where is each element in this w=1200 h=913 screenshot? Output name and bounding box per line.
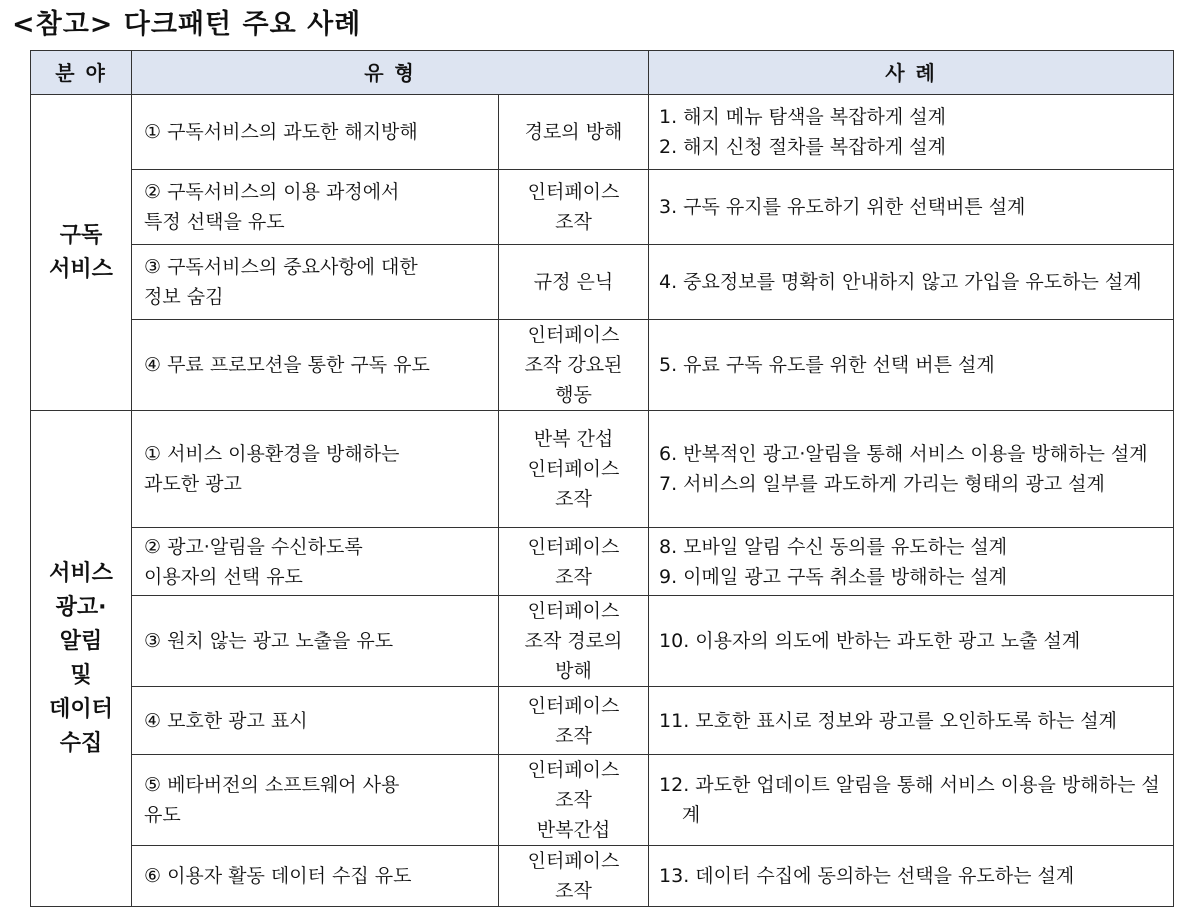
header-type: 유 형 xyxy=(132,51,649,95)
category-cell: 구독 서비스 xyxy=(31,95,132,411)
table-row xyxy=(31,95,1174,170)
example-item: 11. 모호한 표시로 정보와 광고를 오인하도록 하는 설계 xyxy=(659,709,1117,732)
kind-cell: 인터페이스 조작 xyxy=(499,170,649,245)
type-cell: ⑤ 베타버전의 소프트웨어 사용 유도 xyxy=(132,755,499,846)
example-item: 12. 과도한 업데이트 알림을 통해 서비스 이용을 방해하는 설계 xyxy=(659,774,1160,826)
example-item: 6. 반복적인 광고·알림을 통해 서비스 이용을 방해하는 설계 xyxy=(659,443,1148,465)
table-row xyxy=(31,596,1174,687)
example-cell xyxy=(649,596,1174,687)
header-field: 분 야 xyxy=(31,51,132,95)
example-item: 3. 구독 유지를 유도하기 위한 선택버튼 설계 xyxy=(659,196,1026,218)
table-header-row xyxy=(31,51,1174,95)
example-item: 10. 이용자의 의도에 반하는 과도한 광고 노출 설계 xyxy=(659,630,1081,652)
type-cell: ⑥ 이용자 활동 데이터 수집 유도 xyxy=(132,846,499,907)
type-cell: ③ 원치 않는 광고 노출을 유도 xyxy=(132,596,499,687)
example-item: 7. 서비스의 일부를 과도하게 가리는 형태의 광고 설계 xyxy=(659,473,1105,495)
example-cell xyxy=(649,687,1174,755)
example-item: 4. 중요정보를 명확히 안내하지 않고 가입을 유도하는 설계 xyxy=(659,271,1142,293)
header-example: 사 례 xyxy=(649,51,1174,95)
kind-cell: 인터페이스 조작 경로의 방해 xyxy=(499,596,649,687)
kind-cell: 규정 은닉 xyxy=(499,245,649,320)
example-item: 13. 데이터 수집에 동의하는 선택을 유도하는 설계 xyxy=(659,865,1075,887)
type-cell: ④ 모호한 광고 표시 xyxy=(132,687,499,755)
example-item: 8. 모바일 알림 수신 동의를 유도하는 설계 xyxy=(659,535,1008,558)
example-cell xyxy=(649,755,1174,846)
kind-cell: 인터페이스 조작 강요된 행동 xyxy=(499,320,649,411)
type-cell: ④ 무료 프로모션을 통한 구독 유도 xyxy=(132,320,499,411)
type-cell: ③ 구독서비스의 중요사항에 대한 정보 숨김 xyxy=(132,245,499,320)
category-cell: 서비스 광고· 알림 및 데이터 수집 xyxy=(31,411,132,907)
example-item: 9. 이메일 광고 구독 취소를 방해하는 설계 xyxy=(659,565,1008,588)
type-cell: ① 서비스 이용환경을 방해하는 과도한 광고 xyxy=(132,411,499,528)
table-row xyxy=(31,528,1174,596)
example-cell xyxy=(649,411,1174,528)
table-row xyxy=(31,687,1174,755)
example-cell xyxy=(649,245,1174,320)
type-cell: ① 구독서비스의 과도한 해지방해 xyxy=(132,95,499,170)
dark-pattern-table xyxy=(30,50,1174,907)
example-cell xyxy=(649,320,1174,411)
table-row xyxy=(31,320,1174,411)
example-cell xyxy=(649,170,1174,245)
example-cell xyxy=(649,528,1174,596)
kind-cell: 인터페이스 조작 반복간섭 xyxy=(499,755,649,846)
table-row xyxy=(31,170,1174,245)
kind-cell: 인터페이스 조작 xyxy=(499,687,649,755)
table-row xyxy=(31,846,1174,907)
kind-cell: 인터페이스 조작 xyxy=(499,528,649,596)
type-cell: ② 구독서비스의 이용 과정에서 특정 선택을 유도 xyxy=(132,170,499,245)
table-row xyxy=(31,411,1174,528)
table-row xyxy=(31,755,1174,846)
type-cell: ② 광고·알림을 수신하도록 이용자의 선택 유도 xyxy=(132,528,499,596)
kind-cell: 인터페이스 조작 xyxy=(499,846,649,907)
example-item: 2. 해지 신청 절차를 복잡하게 설계 xyxy=(659,136,946,158)
example-item: 1. 해지 메뉴 탐색을 복잡하게 설계 xyxy=(659,106,946,128)
table-row xyxy=(31,245,1174,320)
page-title: <참고> 다크패턴 주요 사례 xyxy=(12,9,362,40)
example-cell xyxy=(649,95,1174,170)
kind-cell: 반복 간섭 인터페이스 조작 xyxy=(499,411,649,528)
example-item: 5. 유료 구독 유도를 위한 선택 버튼 설계 xyxy=(659,354,995,376)
example-cell xyxy=(649,846,1174,907)
kind-cell: 경로의 방해 xyxy=(499,95,649,170)
